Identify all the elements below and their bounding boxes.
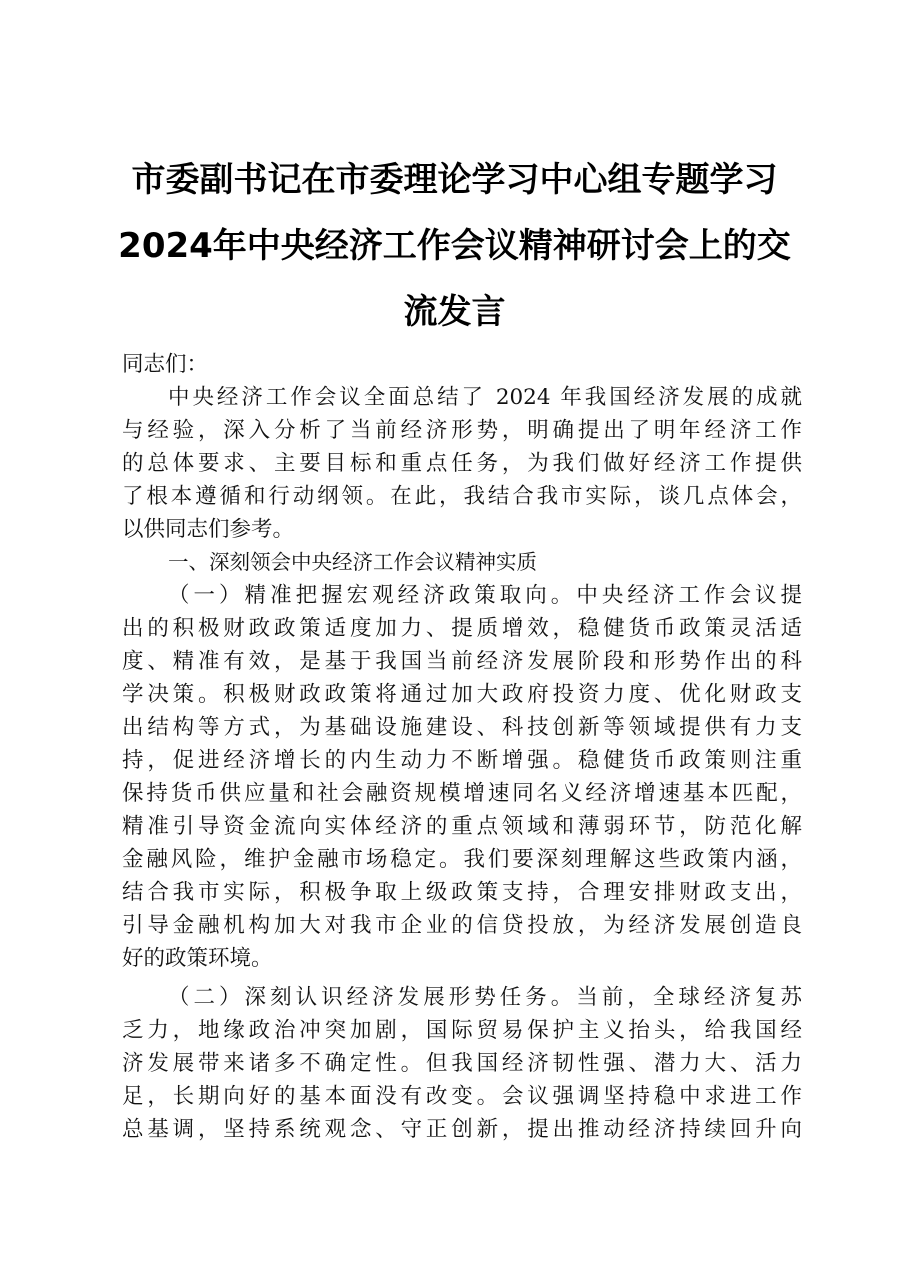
intro-line: 以供同志们参考。 (122, 517, 295, 542)
section-heading: 一、深刻领会中央经济工作会议精神实质 (168, 550, 537, 574)
paragraph-line: 引导金融机构加大对我市企业的信贷投放，为经济发展创造良 (122, 913, 802, 938)
paragraph-line: 持，促进经济增长的内生动力不断增强。稳健货币政策则注重 (122, 748, 802, 773)
intro-line: 了根本遵循和行动纲领。在此，我结合我市实际，谈几点体会， (122, 484, 802, 509)
intro-line: 的总体要求、主要目标和重点任务，为我们做好经济工作提供 (122, 451, 802, 476)
paragraph-line: 乏力，地缘政治冲突加剧，国际贸易保护主义抬头，给我国经 (122, 1018, 802, 1043)
paragraph-line: 总基调，坚持系统观念、守正创新，提出推动经济持续回升向 (122, 1117, 802, 1142)
paragraph-line: 出结构等方式，为基础设施建设、科技创新等领域提供有力支 (122, 715, 802, 740)
paragraph-line: 结合我市实际，积极争取上级政策支持，合理安排财政支出， (122, 880, 802, 905)
intro-line: 与经验，深入分析了当前经济形势，明确提出了明年经济工作 (122, 418, 802, 443)
intro-line: 中央经济工作会议全面总结了 2024 年我国经济发展的成就 (168, 385, 802, 410)
paragraph-line: （一）精准把握宏观经济政策取向。中央经济工作会议提 (168, 583, 802, 608)
paragraph-line: 金融风险，维护金融市场稳定。我们要深刻理解这些政策内涵， (122, 847, 802, 872)
salutation: 同志们： (122, 352, 209, 377)
paragraph-line: 度、精准有效，是基于我国当前经济发展阶段和形势作出的科 (122, 649, 802, 674)
document-title-line-1: 市委副书记在市委理论学习中心组专题学习 (131, 160, 778, 200)
document-title-line-2: 2024年中央经济工作会议精神研讨会上的交 (118, 226, 791, 266)
paragraph-line: （二）深刻认识经济发展形势任务。当前，全球经济复苏 (168, 985, 802, 1010)
paragraph-line: 精准引导资金流向实体经济的重点领域和薄弱环节，防范化解 (122, 814, 802, 839)
paragraph-line: 出的积极财政政策适度加力、提质增效，稳健货币政策灵活适 (122, 616, 802, 641)
document-title-line-3: 流发言 (403, 292, 506, 332)
paragraph-line: 济发展带来诸多不确定性。但我国经济韧性强、潜力大、活力 (122, 1051, 802, 1076)
paragraph-line: 好的政策环境。 (122, 946, 273, 971)
paragraph-line: 足，长期向好的基本面没有改变。会议强调坚持稳中求进工作 (122, 1084, 802, 1109)
document-body (122, 348, 802, 1146)
paragraph-line: 学决策。积极财政政策将通过加大政府投资力度、优化财政支 (122, 682, 802, 707)
paragraph-line: 保持货币供应量和社会融资规模增速同名义经济增速基本匹配， (122, 781, 802, 806)
